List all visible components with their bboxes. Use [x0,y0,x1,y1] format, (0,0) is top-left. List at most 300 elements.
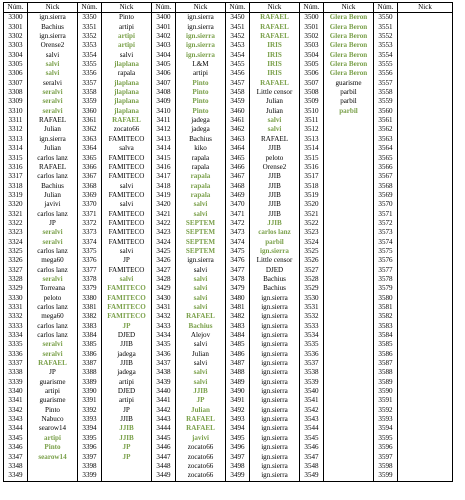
row-number: 3307 [4,79,28,88]
row-number: 3325 [4,247,28,256]
row-nick: salvi [176,303,226,312]
row-number: 3360 [78,107,102,116]
row-nick: carlos lanz [28,266,78,275]
row-nick: salvi [28,51,78,60]
row-nick [398,443,453,452]
row-number: 3400 [152,13,176,23]
row-number: 3391 [78,396,102,405]
row-nick: Julian [28,125,78,134]
row-number: 3539 [300,378,324,387]
row-number: 3324 [4,238,28,247]
row-number: 3580 [374,294,398,303]
row-nick: zocato66 [102,125,152,134]
table-row [4,434,453,443]
table-row [4,322,453,331]
row-number: 3362 [78,125,102,134]
row-number: 3519 [300,191,324,200]
row-nick: rapala [176,191,226,200]
row-nick: artipi [102,378,152,387]
row-nick: ign.sierra [250,471,300,481]
row-number: 3578 [374,275,398,284]
row-number: 3512 [300,125,324,134]
row-number: 3398 [78,462,102,471]
row-number: 3457 [226,79,250,88]
table-row [4,453,453,462]
row-nick [398,13,453,23]
row-nick: salvi [176,368,226,377]
row-number: 3548 [300,462,324,471]
row-nick: FAMITECO [102,154,152,163]
row-nick [398,191,453,200]
row-number: 3486 [226,350,250,359]
row-nick: ign.sierra [250,322,300,331]
row-nick: Bachius [250,284,300,293]
row-number: 3414 [152,144,176,153]
row-number: 3336 [4,350,28,359]
row-nick: carlos lanz [28,303,78,312]
row-number: 3508 [300,88,324,97]
row-number: 3551 [374,23,398,32]
row-number: 3514 [300,144,324,153]
row-nick [398,51,453,60]
row-number: 3453 [226,41,250,50]
row-nick: guarisme [324,79,374,88]
row-number: 3413 [152,135,176,144]
row-number: 3558 [374,88,398,97]
row-nick [324,340,374,349]
row-number: 3341 [4,396,28,405]
row-number: 3442 [152,406,176,415]
table-row [4,331,453,340]
row-number: 3529 [300,284,324,293]
row-number: 3585 [374,340,398,349]
row-number: 3424 [152,238,176,247]
row-number: 3401 [152,23,176,32]
row-nick: Nabuco [28,415,78,424]
row-nick: FAMITECO [102,219,152,228]
row-number: 3589 [374,378,398,387]
row-number: 3302 [4,32,28,41]
row-number: 3443 [152,415,176,424]
row-number: 3456 [226,69,250,78]
row-number: 3309 [4,97,28,106]
row-nick: salvi [102,200,152,209]
row-nick [398,144,453,153]
row-nick: JP [176,396,226,405]
row-nick: searow14 [28,424,78,433]
row-nick: Glera Beron [324,51,374,60]
row-number: 3387 [78,359,102,368]
row-number: 3437 [152,359,176,368]
row-number: 3451 [226,23,250,32]
row-number: 3313 [4,135,28,144]
row-nick: Pinto [176,107,226,116]
row-nick: javivi [28,200,78,209]
row-number: 3470 [226,200,250,209]
row-nick: artipi [102,396,152,405]
row-nick [398,406,453,415]
row-number: 3482 [226,312,250,321]
row-number: 3390 [78,387,102,396]
header-num: Núm. [374,3,398,13]
row-number: 3301 [4,23,28,32]
row-nick: ign.sierra [250,331,300,340]
row-nick [398,331,453,340]
row-nick: jlaplana [102,88,152,97]
table-row [4,471,453,481]
row-number: 3520 [300,200,324,209]
row-number: 3404 [152,51,176,60]
row-number: 3343 [4,415,28,424]
table-row [4,303,453,312]
row-nick [398,415,453,424]
row-number: 3468 [226,182,250,191]
header-nick: Nick [398,3,453,13]
row-number: 3366 [78,163,102,172]
row-number: 3541 [300,396,324,405]
row-number: 3429 [152,284,176,293]
row-number: 3518 [300,182,324,191]
row-number: 3348 [4,462,28,471]
row-nick [324,453,374,462]
row-number: 3441 [152,396,176,405]
row-number: 3598 [374,462,398,471]
row-number: 3312 [4,125,28,134]
row-nick: RAFAEL [102,116,152,125]
row-number: 3497 [226,453,250,462]
row-number: 3417 [152,172,176,181]
row-nick: ign.sierra [176,51,226,60]
row-number: 3536 [300,350,324,359]
table-row [4,51,453,60]
row-nick: artipi [102,23,152,32]
row-number: 3407 [152,79,176,88]
row-number: 3370 [78,200,102,209]
row-nick [324,434,374,443]
row-nick [398,284,453,293]
row-nick: Julian [250,107,300,116]
row-number: 3434 [152,331,176,340]
row-number: 3484 [226,331,250,340]
row-number: 3371 [78,210,102,219]
row-number: 3397 [78,453,102,462]
row-number: 3478 [226,275,250,284]
row-number: 3338 [4,368,28,377]
row-number: 3490 [226,387,250,396]
row-number: 3415 [152,154,176,163]
row-number: 3533 [300,322,324,331]
row-nick [324,312,374,321]
table-row [4,294,453,303]
row-nick: kiko [176,144,226,153]
row-nick [324,284,374,293]
row-number: 3503 [300,41,324,50]
header-num: Núm. [78,3,102,13]
row-number: 3337 [4,359,28,368]
table-row [4,443,453,452]
row-number: 3537 [300,359,324,368]
row-number: 3592 [374,406,398,415]
row-nick: searow14 [28,453,78,462]
row-nick: JP [102,406,152,415]
row-nick [398,163,453,172]
row-nick: parbil [324,88,374,97]
row-number: 3428 [152,275,176,284]
row-number: 3500 [300,13,324,23]
row-nick [324,322,374,331]
row-number: 3408 [152,88,176,97]
row-nick [324,387,374,396]
row-number: 3305 [4,60,28,69]
row-nick: L&M [176,60,226,69]
row-nick: JJIB [250,200,300,209]
row-number: 3485 [226,340,250,349]
row-number: 3587 [374,359,398,368]
row-nick [398,462,453,471]
row-nick [398,32,453,41]
row-number: 3311 [4,116,28,125]
row-nick: IRIS [250,51,300,60]
table-row [4,107,453,116]
row-number: 3409 [152,97,176,106]
row-number: 3590 [374,387,398,396]
row-number: 3547 [300,453,324,462]
row-number: 3331 [4,303,28,312]
row-number: 3319 [4,191,28,200]
row-nick: JJIB [102,340,152,349]
row-number: 3568 [374,182,398,191]
row-number: 3420 [152,200,176,209]
row-nick: salvi [176,266,226,275]
table-row [4,340,453,349]
row-nick: ign.sierra [250,368,300,377]
row-number: 3469 [226,191,250,200]
row-nick [398,107,453,116]
row-number: 3535 [300,340,324,349]
row-number: 3483 [226,322,250,331]
row-nick: carlos lanz [28,322,78,331]
row-nick: jadega [102,368,152,377]
row-number: 3487 [226,359,250,368]
row-nick: artipi [102,32,152,41]
row-number: 3496 [226,443,250,452]
row-nick: JJIB [250,172,300,181]
row-number: 3543 [300,415,324,424]
row-number: 3523 [300,228,324,237]
table-row [4,462,453,471]
row-nick: ign.sierra [28,13,78,23]
row-number: 3372 [78,219,102,228]
row-nick [324,116,374,125]
row-number: 3318 [4,182,28,191]
row-number: 3423 [152,228,176,237]
row-number: 3474 [226,238,250,247]
row-nick: artipi [176,69,226,78]
row-nick: IRIS [250,60,300,69]
row-nick [324,406,374,415]
row-number: 3411 [152,116,176,125]
row-nick: RAFAEL [250,23,300,32]
row-nick: ign.sierra [250,424,300,433]
row-number: 3386 [78,350,102,359]
row-nick: zocato66 [176,453,226,462]
row-number: 3412 [152,125,176,134]
row-number: 3480 [226,294,250,303]
row-nick: seralvi [28,107,78,116]
row-nick: seralvi [28,340,78,349]
row-number: 3431 [152,303,176,312]
row-nick: rapala [176,182,226,191]
row-nick: ign.sierra [250,387,300,396]
row-number: 3402 [152,32,176,41]
row-nick: JJIB [250,144,300,153]
row-nick: Julian [176,350,226,359]
row-nick: peloto [28,294,78,303]
header-num: Núm. [226,3,250,13]
row-nick [324,144,374,153]
row-number: 3327 [4,266,28,275]
row-number: 3444 [152,424,176,433]
row-nick: guarisme [28,378,78,387]
row-number: 3376 [78,256,102,265]
row-nick [398,303,453,312]
row-nick: JJIB [102,434,152,443]
row-nick: ign.sierra [250,350,300,359]
row-number: 3388 [78,368,102,377]
row-nick: jlaplana [102,97,152,106]
row-number: 3364 [78,144,102,153]
row-nick [324,172,374,181]
row-number: 3559 [374,97,398,106]
table-row [4,163,453,172]
row-number: 3506 [300,69,324,78]
table-row [4,219,453,228]
row-number: 3358 [78,88,102,97]
row-nick [324,247,374,256]
row-nick: salva [102,144,152,153]
row-number: 3418 [152,182,176,191]
row-number: 3340 [4,387,28,396]
row-nick [324,219,374,228]
row-nick: ign.sierra [250,453,300,462]
row-nick: salvi [176,284,226,293]
row-nick: RAFAEL [28,116,78,125]
row-nick: JJIB [250,219,300,228]
row-number: 3394 [78,424,102,433]
row-nick: DJED [102,331,152,340]
row-number: 3509 [300,97,324,106]
table-row [4,238,453,247]
row-number: 3564 [374,144,398,153]
row-nick [398,247,453,256]
row-number: 3550 [374,13,398,23]
row-number: 3365 [78,154,102,163]
row-nick: JJIB [250,191,300,200]
row-number: 3588 [374,368,398,377]
row-nick: zocato66 [176,443,226,452]
row-number: 3530 [300,294,324,303]
row-nick [324,210,374,219]
row-nick: rapala [176,172,226,181]
row-nick [398,116,453,125]
row-nick [324,303,374,312]
row-number: 3570 [374,200,398,209]
row-number: 3546 [300,443,324,452]
row-nick [398,378,453,387]
row-nick [324,462,374,471]
row-nick: javivi [176,434,226,443]
row-nick [398,350,453,359]
row-nick [324,266,374,275]
row-nick: ign.sierra [250,406,300,415]
row-nick: Little censor [250,256,300,265]
row-number: 3460 [226,107,250,116]
row-nick: Alejov [176,331,226,340]
row-nick: Glera Beron [324,13,374,23]
row-nick: salvi [28,60,78,69]
row-number: 3369 [78,191,102,200]
row-number: 3581 [374,303,398,312]
row-number: 3330 [4,294,28,303]
row-nick: Glera Beron [324,23,374,32]
row-nick [398,453,453,462]
header-num: Núm. [300,3,324,13]
row-nick: ign.sierra [250,359,300,368]
row-nick: Pinto [28,406,78,415]
row-number: 3339 [4,378,28,387]
table-row [4,266,453,275]
row-number: 3595 [374,434,398,443]
row-nick: RAFAEL [250,32,300,41]
row-nick [398,219,453,228]
row-number: 3524 [300,238,324,247]
row-number: 3461 [226,116,250,125]
row-number: 3440 [152,387,176,396]
row-nick [324,191,374,200]
row-number: 3448 [152,462,176,471]
row-nick: JP [102,443,152,452]
row-number: 3300 [4,13,28,23]
row-number: 3462 [226,125,250,134]
row-nick: seralvi [28,228,78,237]
row-number: 3410 [152,107,176,116]
row-nick: JJIB [102,359,152,368]
row-nick [324,275,374,284]
row-number: 3554 [374,51,398,60]
table-row [4,144,453,153]
row-nick [324,396,374,405]
row-nick: JP [102,322,152,331]
row-nick: FAMITECO [102,228,152,237]
row-number: 3492 [226,406,250,415]
row-nick [324,294,374,303]
row-nick: RAFAEL [250,79,300,88]
row-number: 3447 [152,453,176,462]
row-number: 3452 [226,32,250,41]
table-row [4,396,453,405]
row-number: 3556 [374,69,398,78]
row-nick: seralvi [28,238,78,247]
row-number: 3393 [78,415,102,424]
row-nick [398,256,453,265]
row-number: 3513 [300,135,324,144]
row-number: 3567 [374,172,398,181]
row-number: 3329 [4,284,28,293]
row-nick: ign.sierra [28,32,78,41]
row-nick: JJIB [250,210,300,219]
row-nick: Julian [28,191,78,200]
row-nick: JJIB [102,424,152,433]
